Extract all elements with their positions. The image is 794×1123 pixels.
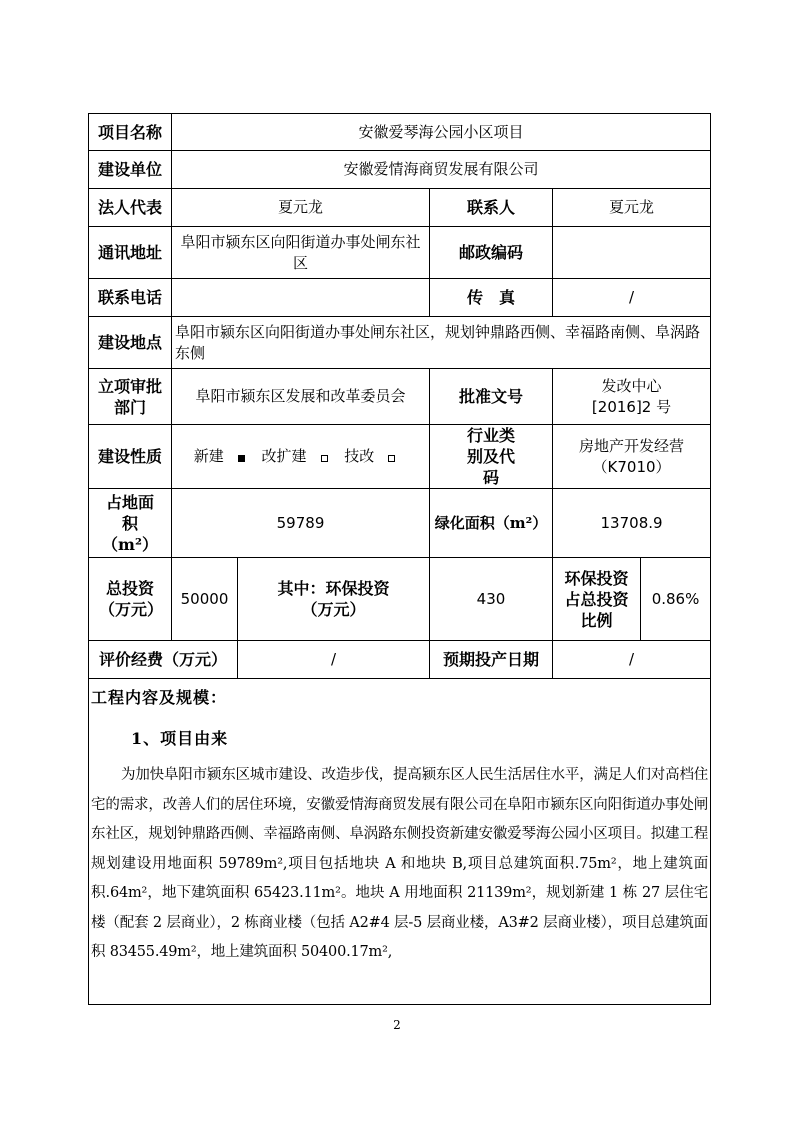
approval-no-line1: 发改中心 — [601, 376, 662, 395]
env-invest-value: 430 — [430, 558, 553, 641]
nature-option-tech[interactable]: 技改 — [344, 447, 395, 465]
postcode-value — [553, 227, 711, 279]
approval-no-value — [553, 369, 711, 425]
eval-fee-value: / — [238, 641, 430, 679]
nature-option-expand[interactable]: 改扩建 — [261, 447, 327, 465]
industry-line1: 房地产开发经营 — [579, 436, 685, 455]
site-value: 阜阳市颍东区向阳街道办事处闸东社区，规划钟鼎路西侧、幸福路南侧、阜涡路东侧 — [172, 317, 711, 369]
green-area-label: 绿化面积（m²） — [430, 489, 553, 558]
project-info-table — [88, 113, 711, 1005]
page-number: 2 — [393, 1018, 401, 1032]
unchecked-box-icon — [388, 455, 395, 462]
builder-label: 建设单位 — [89, 151, 172, 189]
site-label: 建设地点 — [89, 317, 172, 369]
phone-label: 联系电话 — [89, 279, 172, 317]
nature-options — [172, 425, 430, 489]
approval-dept-label: 立项审批部门 — [89, 369, 172, 425]
postcode-label: 邮政编码 — [430, 227, 553, 279]
total-invest-value: 50000 — [172, 558, 238, 641]
industry-label: 行业类别及代码 — [430, 425, 553, 489]
approval-dept-value: 阜阳市颍东区发展和改革委员会 — [172, 369, 430, 425]
nature-label: 建设性质 — [89, 425, 172, 489]
legal-rep-value: 夏元龙 — [172, 189, 430, 227]
land-area-label: 占地面积（m²） — [89, 489, 172, 558]
nature-option-new[interactable]: 新建 — [194, 447, 245, 465]
industry-value — [553, 425, 711, 489]
address-label: 通讯地址 — [89, 227, 172, 279]
eval-fee-label: 评价经费（万元） — [89, 641, 238, 679]
fax-label: 传 真 — [430, 279, 553, 317]
green-area-value: 13708.9 — [553, 489, 711, 558]
section-title: 1、项目由来 — [131, 729, 229, 748]
address-value: 阜阳市颍东区向阳街道办事处闸东社区 — [172, 227, 430, 279]
operation-date-label: 预期投产日期 — [430, 641, 553, 679]
total-invest-label: 总投资（万元） — [89, 558, 172, 641]
project-name-label: 项目名称 — [89, 114, 172, 151]
section-paragraph: 为加快阜阳市颍东区城市建设、改造步伐，提高颍东区人民生活居住水平，满足人们对高档住宅的需求，改善人们的居住环境，安徽爱情海商贸发展有限公司在阜阳市颍东区向阳街道办事处闸东社区，规划钟鼎路西侧、幸福路南侧、阜涡路东侧投资新建安徽爱琴海公园小区项目。拟建工程规划建设用地面积 59789m²,项目包括地块 A 和地块 B,项目总建筑面积.75m²，地上建筑面积.64m²，地下建筑面积 65423.11m²。地块 A 用地面积 21139m²，规划新建 1 栋 27 层住宅楼（配套 2 层商业），2 栋商业楼（包括 A2#4 层-5 层商业楼，A3#2 层商业楼），项目总建筑面积 83455.49m²，地上建筑面积 50400.17m², — [91, 767, 709, 960]
checked-box-icon — [238, 455, 245, 462]
contact-value: 夏元龙 — [553, 189, 711, 227]
env-ratio-value: 0.86% — [641, 558, 711, 641]
legal-rep-label: 法人代表 — [89, 189, 172, 227]
content-heading: 工程内容及规模： — [91, 688, 228, 707]
phone-value — [172, 279, 430, 317]
contact-label: 联系人 — [430, 189, 553, 227]
approval-no-label: 批准文号 — [430, 369, 553, 425]
approval-no-line2: [2016]2 号 — [591, 397, 672, 416]
operation-date-value: / — [553, 641, 711, 679]
project-name-value: 安徽爱琴海公园小区项目 — [172, 114, 711, 151]
unchecked-box-icon — [321, 455, 328, 462]
builder-value: 安徽爱情海商贸发展有限公司 — [172, 151, 711, 189]
env-ratio-label: 环保投资占总投资比例 — [553, 558, 641, 641]
industry-line2: （K7010） — [592, 457, 671, 476]
project-content-cell — [89, 679, 711, 1005]
land-area-value: 59789 — [172, 489, 430, 558]
env-invest-label: 其中：环保投资（万元） — [238, 558, 430, 641]
fax-value: / — [553, 279, 711, 317]
